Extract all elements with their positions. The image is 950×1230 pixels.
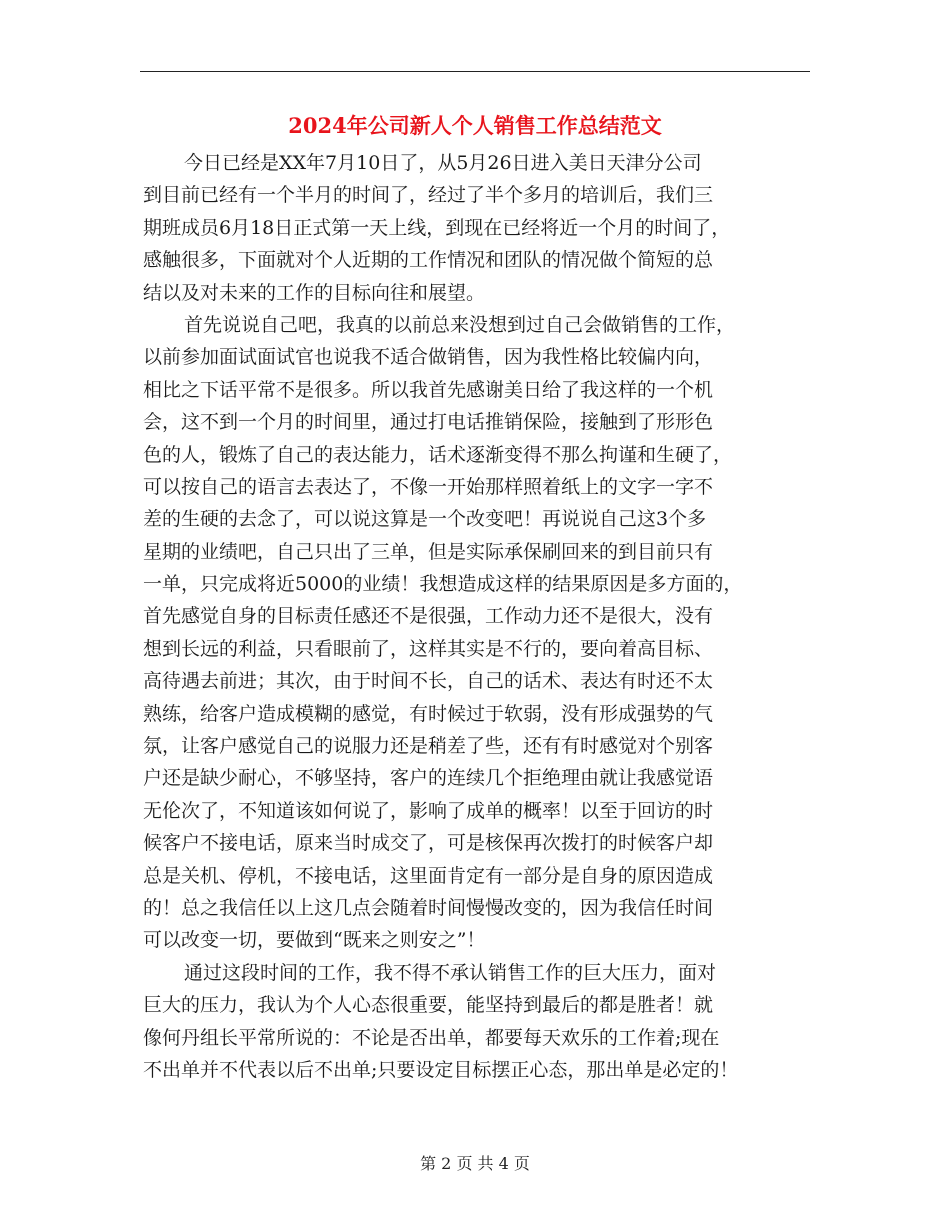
text-line: 无伦次了，不知道该如何说了，影响了成单的概率！以至于回访的时 (143, 799, 714, 822)
text-line: 一单，只完成将近5000的业绩！我想造成这样的结果原因是多方面的， (143, 573, 743, 596)
text-line: 结以及对未来的工作的目标向往和展望。 (143, 281, 486, 304)
text-line: 星期的业绩吧，自己只出了三单，但是实际承保刷回来的到目前只有 (143, 540, 714, 563)
text-line: 期班成员6月18日正式第一天上线，到现在已经将近一个月的时间了， (143, 216, 731, 239)
text-line: 会，这不到一个月的时间里，通过打电话推销保险，接触到了形形色 (143, 411, 714, 434)
text-line: 到目前已经有一个半月的时间了，经过了半个多月的培训后，我们三 (143, 184, 714, 207)
page-footer: 第 2 页 共 4 页 (420, 1154, 530, 1173)
text-line: 的！总之我信任以上这几点会随着时间慢慢改变的，因为我信任时间 (143, 896, 714, 919)
text-line: 总是关机、停机，不接电话，这里面肯定有一部分是自身的原因造成 (143, 864, 714, 887)
paragraph (143, 957, 813, 1087)
document-body (143, 147, 813, 1086)
paragraph (143, 309, 813, 957)
text-line: 今日已经是XX年7月10日了，从5月26日进入美日天津分公司 (184, 152, 702, 174)
text-line: 可以按自己的语言去表达了，不像一开始那样照着纸上的文字一字不 (143, 475, 714, 498)
text-line: 不出单并不代表以后不出单;只要设定目标摆正心态，那出单是必定的！ (143, 1058, 739, 1081)
text-line: 相比之下话平常不是很多。所以我首先感谢美日给了我这样的一个机 (143, 378, 714, 401)
text-line: 可以改变一切，要做到“既来之则安之”！ (143, 929, 486, 952)
text-line: 熟练，给客户造成模糊的感觉，有时候过于软弱，没有形成强势的气 (143, 702, 714, 725)
text-line: 感触很多，下面就对个人近期的工作情况和团队的情况做个简短的总 (143, 249, 714, 272)
text-line: 首先感觉自身的目标责任感还不是很强，工作动力还不是很大，没有 (143, 605, 714, 628)
paragraph (143, 147, 813, 309)
text-line: 想到长远的利益，只看眼前了，这样其实是不行的，要向着高目标、 (143, 637, 714, 660)
text-line: 差的生硬的去念了，可以说这算是一个改变吧！再说说自己这3个多 (143, 508, 707, 531)
text-line: 户还是缺少耐心，不够坚持，客户的连续几个拒绝理由就让我感觉语 (143, 767, 714, 790)
text-line: 色的人，锻炼了自己的表达能力，话术逐渐变得不那么拘谨和生硬了， (143, 443, 733, 466)
text-line: 像何丹组长平常所说的：不论是否出单，都要每天欢乐的工作着;现在 (143, 1026, 720, 1049)
text-line: 候客户不接电话，原来当时成交了，可是核保再次拨打的时候客户却 (143, 832, 714, 855)
text-line: 以前参加面试面试官也说我不适合做销售，因为我性格比较偏内向， (143, 346, 714, 369)
text-line: 首先说说自己吧，我真的以前总来没想到过自己会做销售的工作， (184, 313, 736, 336)
text-line: 氛，让客户感觉自己的说服力还是稍差了些，还有有时感觉对个别客 (143, 735, 714, 758)
text-line: 高待遇去前进；其次，由于时间不长，自己的话术、表达有时还不太 (143, 670, 714, 693)
text-line: 通过这段时间的工作，我不得不承认销售工作的巨大压力，面对 (184, 961, 717, 984)
text-line: 巨大的压力，我认为个人心态很重要，能坚持到最后的都是胜者！就 (143, 994, 714, 1017)
document-title: 2024年公司新人个人销售工作总结范文 (288, 113, 662, 138)
header-rule (140, 71, 810, 72)
